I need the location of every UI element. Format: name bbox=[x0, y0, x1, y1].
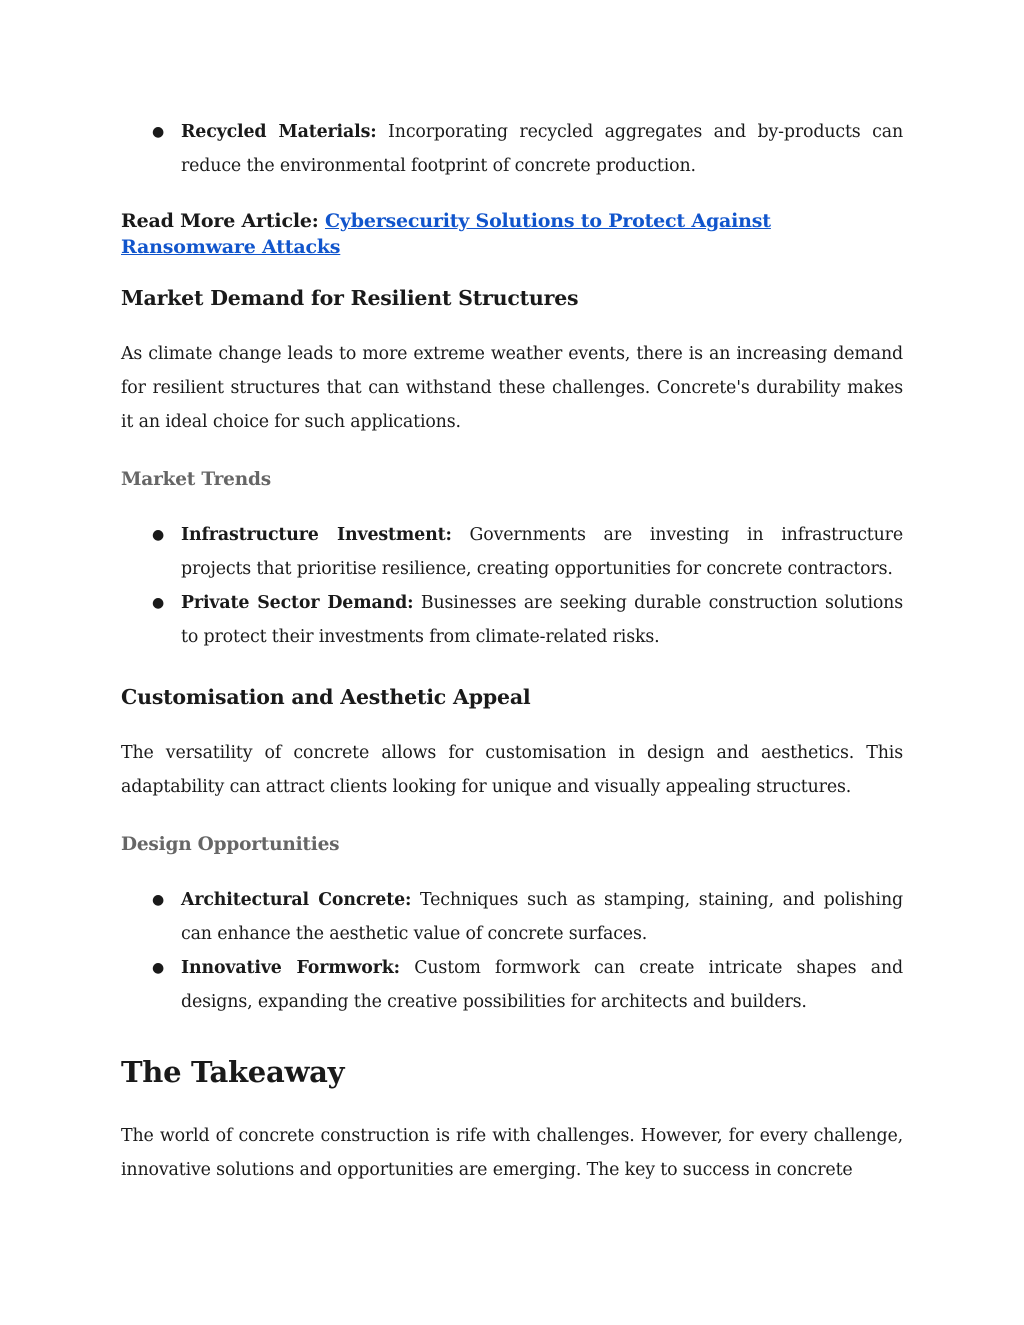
bullet-dot-icon: ● bbox=[152, 595, 165, 611]
bullet-term: Innovative Formwork: bbox=[181, 958, 400, 978]
market-demand-paragraph: As climate change leads to more extreme weather events, there is an increasing demand for resilient structures that can withstand these challenges. Concrete's durability makes it an ideal choice for such applications. bbox=[121, 344, 903, 432]
bullet-text: Governments are investing in infrastructure projects that prioritise resilience, creating opportunities for concrete contractors. bbox=[181, 525, 903, 579]
bullet-dot-icon: ● bbox=[152, 124, 165, 140]
bullet-list-top bbox=[121, 115, 903, 183]
bullet-dot-icon: ● bbox=[152, 892, 165, 908]
bullet-term: Recycled Materials: bbox=[181, 122, 377, 142]
list-item bbox=[121, 883, 903, 951]
bullet-term: Private Sector Demand: bbox=[181, 593, 414, 613]
read-more-line bbox=[121, 208, 903, 260]
list-item bbox=[121, 951, 903, 1019]
customisation-paragraph: The versatility of concrete allows for customisation in design and aesthetics. This adaptability can attract clients looking for unique and visually appealing structures. bbox=[121, 743, 903, 797]
section-heading-market-demand: Market Demand for Resilient Structures bbox=[121, 286, 579, 310]
read-more-label: Read More Article: bbox=[121, 210, 319, 232]
bullet-list-market-trends bbox=[121, 518, 903, 654]
bullet-list-design-opportunities bbox=[121, 883, 903, 1019]
bullet-text: Custom formwork can create intricate shapes and designs, expanding the creative possibilities for architects and builders. bbox=[181, 958, 903, 1012]
section-heading-customisation: Customisation and Aesthetic Appeal bbox=[121, 685, 531, 709]
bullet-text: Businesses are seeking durable construction solutions to protect their investments from climate-related risks. bbox=[181, 593, 904, 647]
takeaway-paragraph: The world of concrete construction is rife with challenges. However, for every challenge, innovative solutions and opportunities are emerging. The key to success in concrete bbox=[121, 1126, 903, 1180]
bullet-term: Architectural Concrete: bbox=[181, 890, 412, 910]
subheading-market-trends: Market Trends bbox=[121, 469, 271, 490]
bullet-dot-icon: ● bbox=[152, 527, 165, 543]
list-item bbox=[121, 518, 903, 586]
bullet-text: Techniques such as stamping, staining, and polishing can enhance the aesthetic value of concrete surfaces. bbox=[181, 890, 904, 944]
read-more-link[interactable]: Cybersecurity Solutions to Protect Against Ransomware Attacks bbox=[121, 210, 771, 258]
heading-the-takeaway: The Takeaway bbox=[121, 1055, 345, 1089]
subheading-design-opportunities: Design Opportunities bbox=[121, 834, 340, 855]
bullet-text: Incorporating recycled aggregates and by-products can reduce the environmental footprint of concrete production. bbox=[181, 122, 903, 176]
list-item bbox=[121, 586, 903, 654]
bullet-dot-icon: ● bbox=[152, 960, 165, 976]
list-item bbox=[121, 115, 903, 183]
bullet-term: Infrastructure Investment: bbox=[181, 525, 452, 545]
